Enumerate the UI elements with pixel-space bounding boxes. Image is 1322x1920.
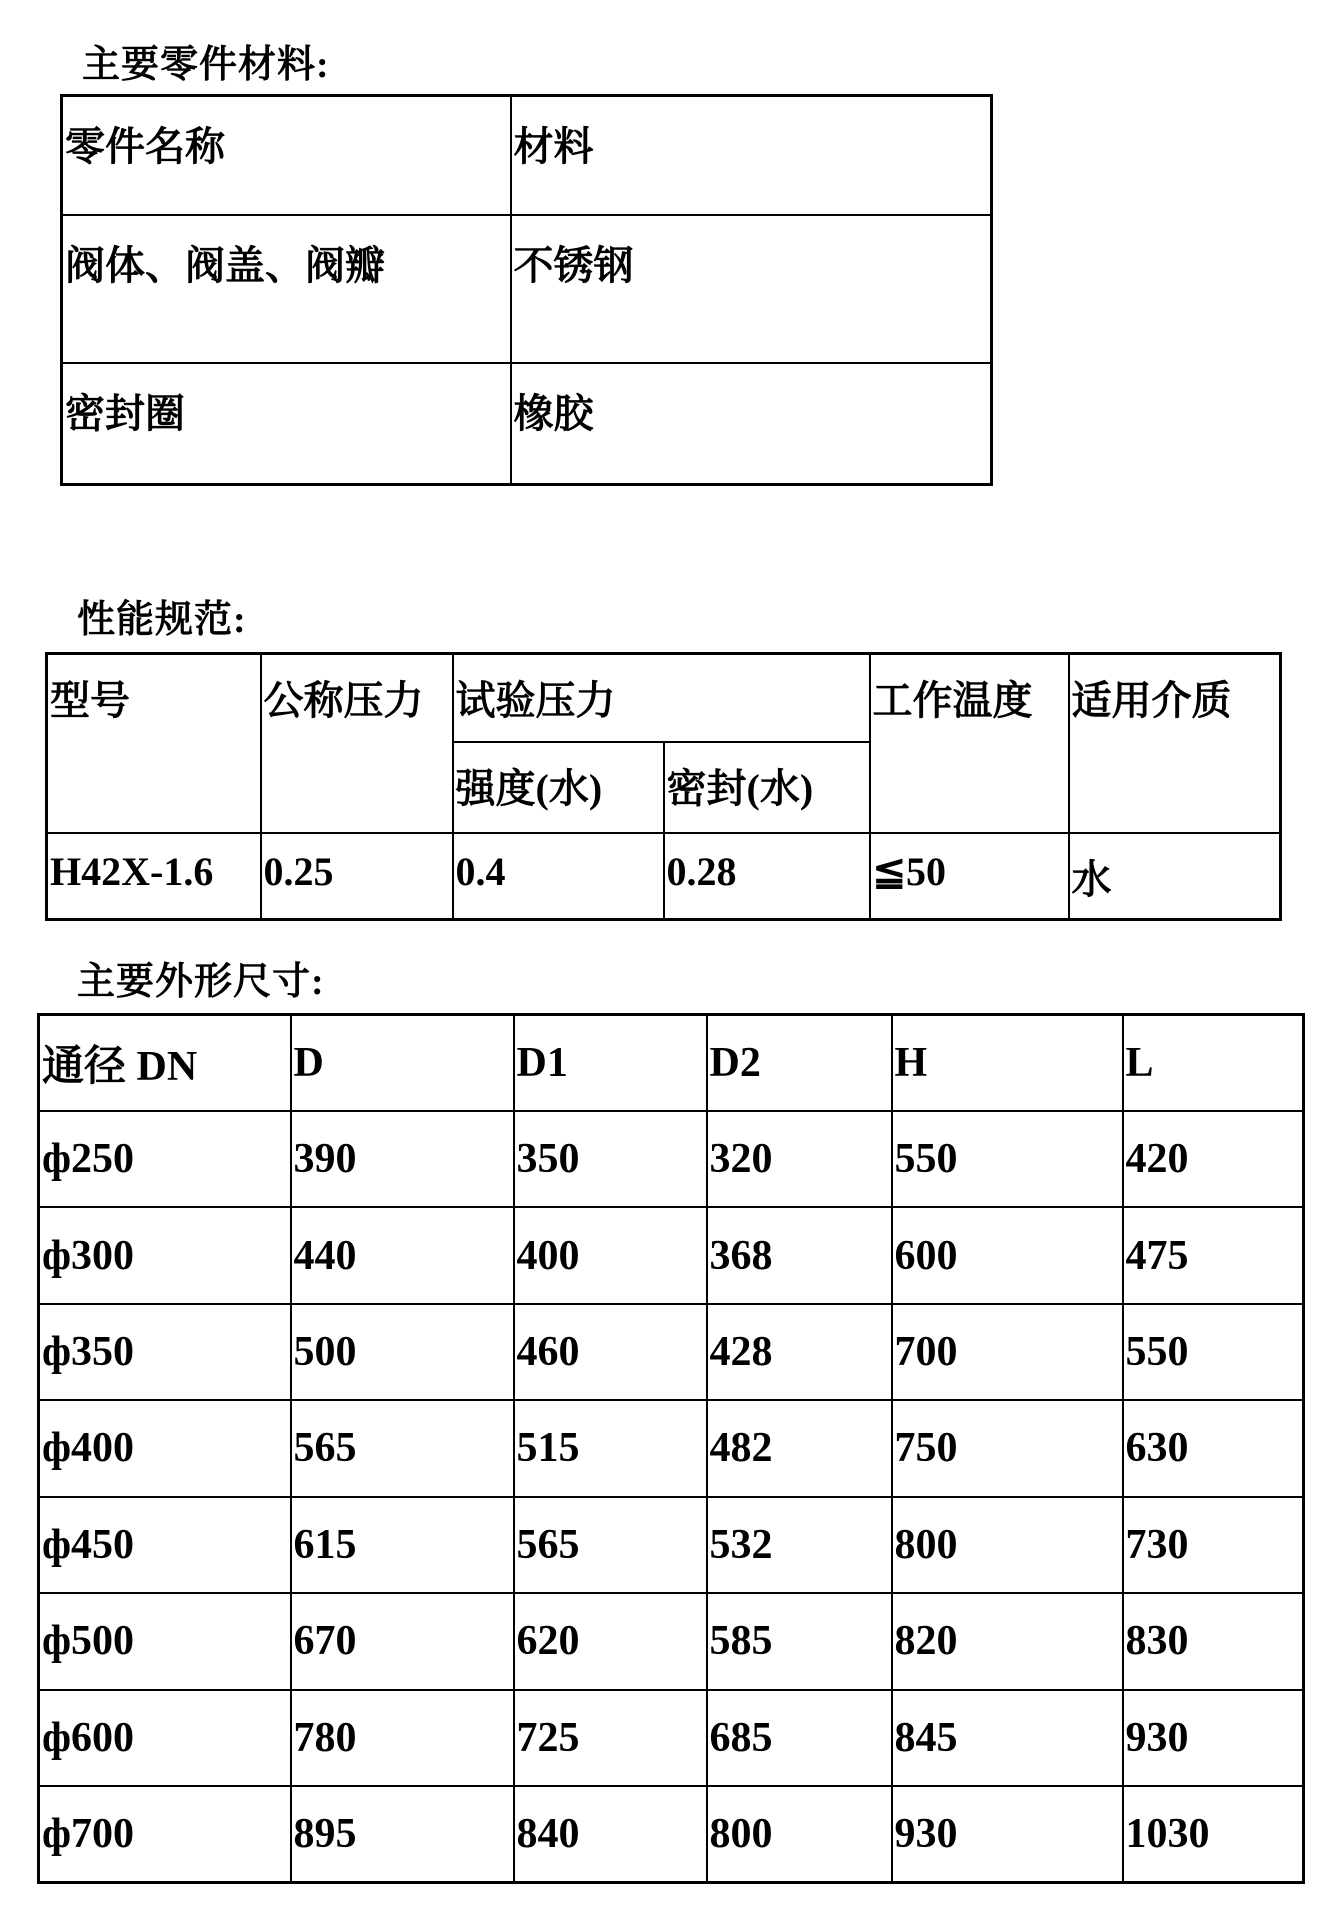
cell-d2: 320 (707, 1111, 892, 1207)
cell-strength: 0.4 (453, 833, 664, 920)
header-test-pressure: 试验压力 (453, 654, 870, 742)
header-part-name: 零件名称 (62, 96, 511, 215)
table-header-row (47, 654, 1281, 742)
cell-dn: ф600 (39, 1690, 291, 1786)
table-row (62, 215, 992, 363)
table-row (39, 1304, 1304, 1400)
header-work-temp: 工作温度 (870, 654, 1069, 833)
cell-d1: 620 (514, 1593, 707, 1689)
cell-d: 440 (291, 1207, 514, 1303)
cell-h: 820 (892, 1593, 1123, 1689)
table-row (39, 1400, 1304, 1496)
cell-h: 750 (892, 1400, 1123, 1496)
cell-l: 550 (1123, 1304, 1304, 1400)
cell-h: 845 (892, 1690, 1123, 1786)
header-seal: 密封(水) (664, 742, 870, 833)
header-nominal-pressure: 公称压力 (261, 654, 453, 833)
dimensions-table (37, 1013, 1305, 1884)
cell-l: 630 (1123, 1400, 1304, 1496)
cell-d: 780 (291, 1690, 514, 1786)
cell-d2: 482 (707, 1400, 892, 1496)
cell-h: 700 (892, 1304, 1123, 1400)
cell-dn: ф350 (39, 1304, 291, 1400)
cell-l: 730 (1123, 1497, 1304, 1593)
cell-dn: ф400 (39, 1400, 291, 1496)
cell-d1: 515 (514, 1400, 707, 1496)
header-strength: 强度(水) (453, 742, 664, 833)
table-row (39, 1111, 1304, 1207)
table-row (39, 1786, 1304, 1883)
header-d1: D1 (514, 1015, 707, 1111)
cell-d2: 532 (707, 1497, 892, 1593)
cell-d2: 585 (707, 1593, 892, 1689)
cell-seal: 0.28 (664, 833, 870, 920)
cell-l: 420 (1123, 1111, 1304, 1207)
cell-d2: 800 (707, 1786, 892, 1883)
cell-h: 800 (892, 1497, 1123, 1593)
cell-medium: 水 (1069, 833, 1281, 920)
cell-h: 550 (892, 1111, 1123, 1207)
materials-title: 主要零件材料: (82, 44, 330, 86)
header-l: L (1123, 1015, 1304, 1111)
cell-dn: ф500 (39, 1593, 291, 1689)
header-d: D (291, 1015, 514, 1111)
cell-d2: 428 (707, 1304, 892, 1400)
cell-h: 600 (892, 1207, 1123, 1303)
cell-d: 615 (291, 1497, 514, 1593)
table-header-row (39, 1015, 1304, 1111)
header-medium: 适用介质 (1069, 654, 1281, 833)
cell-d2: 368 (707, 1207, 892, 1303)
header-dn: 通径 DN (39, 1015, 291, 1111)
table-row (39, 1593, 1304, 1689)
cell-l: 930 (1123, 1690, 1304, 1786)
table-row (39, 1207, 1304, 1303)
performance-title: 性能规范: (77, 599, 247, 641)
cell-d1: 565 (514, 1497, 707, 1593)
table-row (62, 363, 992, 485)
cell-d1: 400 (514, 1207, 707, 1303)
header-material: 材料 (511, 96, 992, 215)
header-model: 型号 (47, 654, 261, 833)
cell-d1: 725 (514, 1690, 707, 1786)
cell-l: 475 (1123, 1207, 1304, 1303)
cell-dn: ф250 (39, 1111, 291, 1207)
cell-part: 密封圈 (62, 363, 511, 485)
cell-d: 895 (291, 1786, 514, 1883)
table-row (39, 1690, 1304, 1786)
performance-table (45, 652, 1282, 921)
cell-dn: ф300 (39, 1207, 291, 1303)
cell-d1: 840 (514, 1786, 707, 1883)
cell-dn: ф450 (39, 1497, 291, 1593)
dimensions-title: 主要外形尺寸: (77, 961, 325, 1003)
table-row (39, 1497, 1304, 1593)
cell-d: 670 (291, 1593, 514, 1689)
cell-l: 1030 (1123, 1786, 1304, 1883)
cell-h: 930 (892, 1786, 1123, 1883)
cell-d: 390 (291, 1111, 514, 1207)
cell-work-temp: ≦50 (870, 833, 1069, 920)
cell-l: 830 (1123, 1593, 1304, 1689)
cell-material: 不锈钢 (511, 215, 992, 363)
header-h: H (892, 1015, 1123, 1111)
cell-material: 橡胶 (511, 363, 992, 485)
cell-d: 565 (291, 1400, 514, 1496)
materials-table (60, 94, 993, 486)
cell-part: 阀体、阀盖、阀瓣 (62, 215, 511, 363)
table-row (47, 833, 1281, 920)
cell-nominal-pressure: 0.25 (261, 833, 453, 920)
cell-d2: 685 (707, 1690, 892, 1786)
cell-model: H42X-1.6 (47, 833, 261, 920)
cell-d1: 460 (514, 1304, 707, 1400)
cell-d1: 350 (514, 1111, 707, 1207)
cell-d: 500 (291, 1304, 514, 1400)
table-header-row (62, 96, 992, 215)
header-d2: D2 (707, 1015, 892, 1111)
cell-dn: ф700 (39, 1786, 291, 1883)
